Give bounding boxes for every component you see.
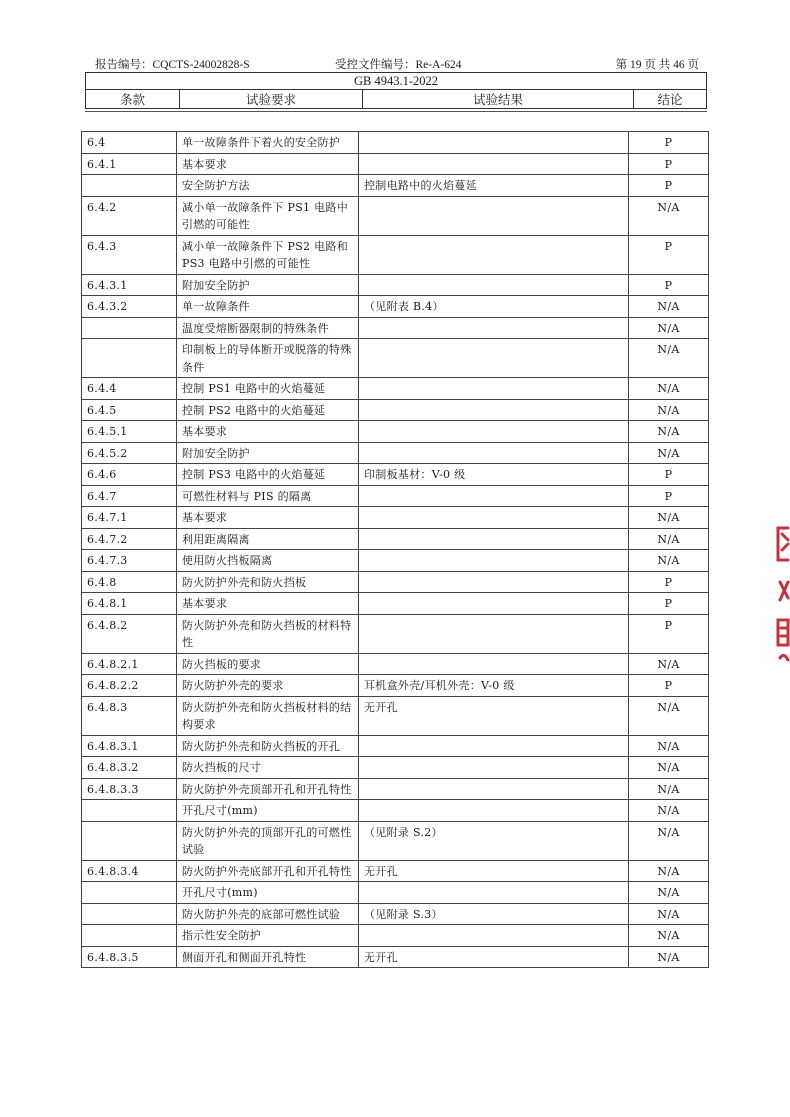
requirement-cell: 可燃性材料与 PIS 的隔离 [177,485,359,507]
red-stamp-fragment [768,520,790,670]
requirement-cell: 防火防护外壳和防火挡板材料的结构要求 [177,696,359,735]
clause-cell: 6.4.7.3 [82,550,177,572]
requirement-cell: 防火防护外壳的顶部开孔的可燃性试验 [177,821,359,860]
result-cell [359,132,629,154]
clause-cell [82,821,177,860]
verdict-cell: P [629,593,709,615]
clause-cell: 6.4.7 [82,485,177,507]
table-row [82,757,709,779]
requirement-cell: 基本要求 [177,153,359,175]
result-cell [359,614,629,653]
table-row [82,860,709,882]
verdict-cell: N/A [629,696,709,735]
standard-title: GB 4943.1-2022 [86,73,707,90]
requirement-cell: 防火挡板的尺寸 [177,757,359,779]
requirement-cell: 指示性安全防护 [177,925,359,947]
clause-cell: 6.4.8.2.2 [82,675,177,697]
table-row [82,925,709,947]
header-table [85,72,707,109]
control-number: 受控文件编号：Re-A-624 [335,59,462,71]
requirement-cell: 基本要求 [177,421,359,443]
table-row [82,507,709,529]
result-cell: （见附录 S.2） [359,821,629,860]
result-cell [359,550,629,572]
result-cell [359,485,629,507]
result-cell [359,778,629,800]
table-row [82,903,709,925]
requirement-cell: 防火防护外壳和防火挡板 [177,571,359,593]
requirement-cell: 安全防护方法 [177,175,359,197]
verdict-cell: N/A [629,317,709,339]
result-cell [359,593,629,615]
table-row [82,653,709,675]
result-cell: 无开孔 [359,860,629,882]
table-row [82,593,709,615]
verdict-cell: P [629,274,709,296]
table-row [82,614,709,653]
requirement-cell: 单一故障条件下着火的安全防护 [177,132,359,154]
verdict-cell: N/A [629,821,709,860]
clause-table [81,131,709,968]
result-cell [359,378,629,400]
clause-cell: 6.4.1 [82,153,177,175]
verdict-cell: N/A [629,339,709,378]
result-cell [359,421,629,443]
clause-cell [82,317,177,339]
clause-cell: 6.4.2 [82,196,177,235]
result-cell [359,925,629,947]
clause-cell: 6.4.8.1 [82,593,177,615]
clause-cell: 6.4.5.2 [82,442,177,464]
table-row [82,571,709,593]
table-row [82,399,709,421]
requirement-cell: 防火防护外壳的底部可燃性试验 [177,903,359,925]
verdict-cell: P [629,464,709,486]
result-cell [359,339,629,378]
verdict-cell: N/A [629,757,709,779]
table-row [82,821,709,860]
result-cell: （见附表 B.4） [359,296,629,318]
clause-cell: 6.4.3 [82,235,177,274]
result-cell [359,757,629,779]
verdict-cell: N/A [629,378,709,400]
table-row [82,675,709,697]
table-row [82,196,709,235]
verdict-cell: P [629,485,709,507]
column-clause: 条款 [86,90,180,109]
requirement-cell: 防火防护外壳和防火挡板的开孔 [177,735,359,757]
table-row [82,550,709,572]
clause-cell: 6.4.8.3.1 [82,735,177,757]
result-cell [359,507,629,529]
clause-cell [82,882,177,904]
verdict-cell: N/A [629,442,709,464]
verdict-cell: N/A [629,196,709,235]
result-cell [359,274,629,296]
table-row [82,946,709,968]
column-requirement: 试验要求 [180,90,363,109]
verdict-cell: P [629,675,709,697]
clause-cell: 6.4.3.1 [82,274,177,296]
clause-cell: 6.4.4 [82,378,177,400]
requirement-cell: 控制 PS2 电路中的火焰蔓延 [177,399,359,421]
table-row [82,485,709,507]
table-row [82,153,709,175]
result-cell [359,442,629,464]
result-cell [359,571,629,593]
table-row [82,778,709,800]
clause-cell: 6.4.8.2.1 [82,653,177,675]
clause-cell [82,175,177,197]
verdict-cell: N/A [629,778,709,800]
page-number: 第 19 页 共 46 页 [615,59,699,71]
result-cell: 无开孔 [359,696,629,735]
requirement-cell: 防火防护外壳底部开孔和开孔特性 [177,860,359,882]
result-cell [359,882,629,904]
table-row [82,235,709,274]
clause-cell: 6.4.3.2 [82,296,177,318]
requirement-cell: 基本要求 [177,507,359,529]
table-row [82,296,709,318]
result-cell [359,735,629,757]
verdict-cell: P [629,614,709,653]
requirement-cell: 开孔尺寸(mm) [177,800,359,822]
table-row [82,442,709,464]
requirement-cell: 控制 PS1 电路中的火焰蔓延 [177,378,359,400]
clause-cell: 6.4.8.3 [82,696,177,735]
table-row [82,882,709,904]
table-row [82,317,709,339]
requirement-cell: 开孔尺寸(mm) [177,882,359,904]
requirement-cell: 防火挡板的要求 [177,653,359,675]
verdict-cell: N/A [629,882,709,904]
clause-cell: 6.4.8.3.5 [82,946,177,968]
verdict-cell: N/A [629,507,709,529]
verdict-cell: P [629,153,709,175]
table-row [82,175,709,197]
clause-cell: 6.4.8.3.4 [82,860,177,882]
result-cell: （见附录 S.3） [359,903,629,925]
column-result: 试验结果 [363,90,634,109]
result-cell [359,528,629,550]
result-cell [359,653,629,675]
verdict-cell: N/A [629,903,709,925]
clause-cell: 6.4.6 [82,464,177,486]
header-divider [85,111,707,112]
table-row [82,378,709,400]
verdict-cell: N/A [629,528,709,550]
clause-cell: 6.4.7.2 [82,528,177,550]
result-cell [359,800,629,822]
verdict-cell: N/A [629,946,709,968]
table-row [82,464,709,486]
result-cell [359,399,629,421]
result-cell [359,317,629,339]
report-number: 报告编号：CQCTS-24002828-S [95,59,250,71]
clause-cell: 6.4.8.3.3 [82,778,177,800]
requirement-cell: 利用距离隔离 [177,528,359,550]
verdict-cell: N/A [629,735,709,757]
result-cell: 无开孔 [359,946,629,968]
requirement-cell: 侧面开孔和侧面开孔特性 [177,946,359,968]
verdict-cell: N/A [629,421,709,443]
verdict-cell: P [629,235,709,274]
clause-cell: 6.4.8.2 [82,614,177,653]
requirement-cell: 防火防护外壳的要求 [177,675,359,697]
clause-cell: 6.4.7.1 [82,507,177,529]
result-cell [359,235,629,274]
verdict-cell: P [629,132,709,154]
result-cell: 印制板基材：V-0 级 [359,464,629,486]
verdict-cell: N/A [629,296,709,318]
clause-cell [82,800,177,822]
verdict-cell: P [629,175,709,197]
requirement-cell: 使用防火挡板隔离 [177,550,359,572]
requirement-cell: 控制 PS3 电路中的火焰蔓延 [177,464,359,486]
requirement-cell: 温度受熔断器限制的特殊条件 [177,317,359,339]
table-row [82,735,709,757]
clause-cell: 6.4.8 [82,571,177,593]
clause-cell: 6.4 [82,132,177,154]
requirement-cell: 单一故障条件 [177,296,359,318]
verdict-cell: N/A [629,399,709,421]
requirement-cell: 防火防护外壳和防火挡板的材料特性 [177,614,359,653]
clause-cell [82,339,177,378]
result-cell [359,196,629,235]
clause-cell: 6.4.5.1 [82,421,177,443]
clause-cell [82,903,177,925]
table-row [82,339,709,378]
table-row [82,696,709,735]
requirement-cell: 减小单一故障条件下 PS1 电路中引燃的可能性 [177,196,359,235]
clause-cell: 6.4.8.3.2 [82,757,177,779]
result-cell [359,153,629,175]
requirement-cell: 附加安全防护 [177,442,359,464]
verdict-cell: N/A [629,800,709,822]
verdict-cell: N/A [629,653,709,675]
requirement-cell: 附加安全防护 [177,274,359,296]
requirement-cell: 印制板上的导体断开或脱落的特殊条件 [177,339,359,378]
table-row [82,528,709,550]
table-row [82,800,709,822]
requirement-cell: 防火防护外壳顶部开孔和开孔特性 [177,778,359,800]
requirement-cell: 基本要求 [177,593,359,615]
column-verdict: 结论 [634,90,707,109]
verdict-cell: P [629,571,709,593]
clause-cell: 6.4.5 [82,399,177,421]
requirement-cell: 减小单一故障条件下 PS2 电路和 PS3 电路中引燃的可能性 [177,235,359,274]
table-row [82,421,709,443]
clause-cell [82,925,177,947]
verdict-cell: N/A [629,860,709,882]
verdict-cell: N/A [629,550,709,572]
table-row [82,132,709,154]
result-cell: 耳机盒外壳/耳机外壳：V-0 级 [359,675,629,697]
verdict-cell: N/A [629,925,709,947]
result-cell: 控制电路中的火焰蔓延 [359,175,629,197]
table-row [82,274,709,296]
